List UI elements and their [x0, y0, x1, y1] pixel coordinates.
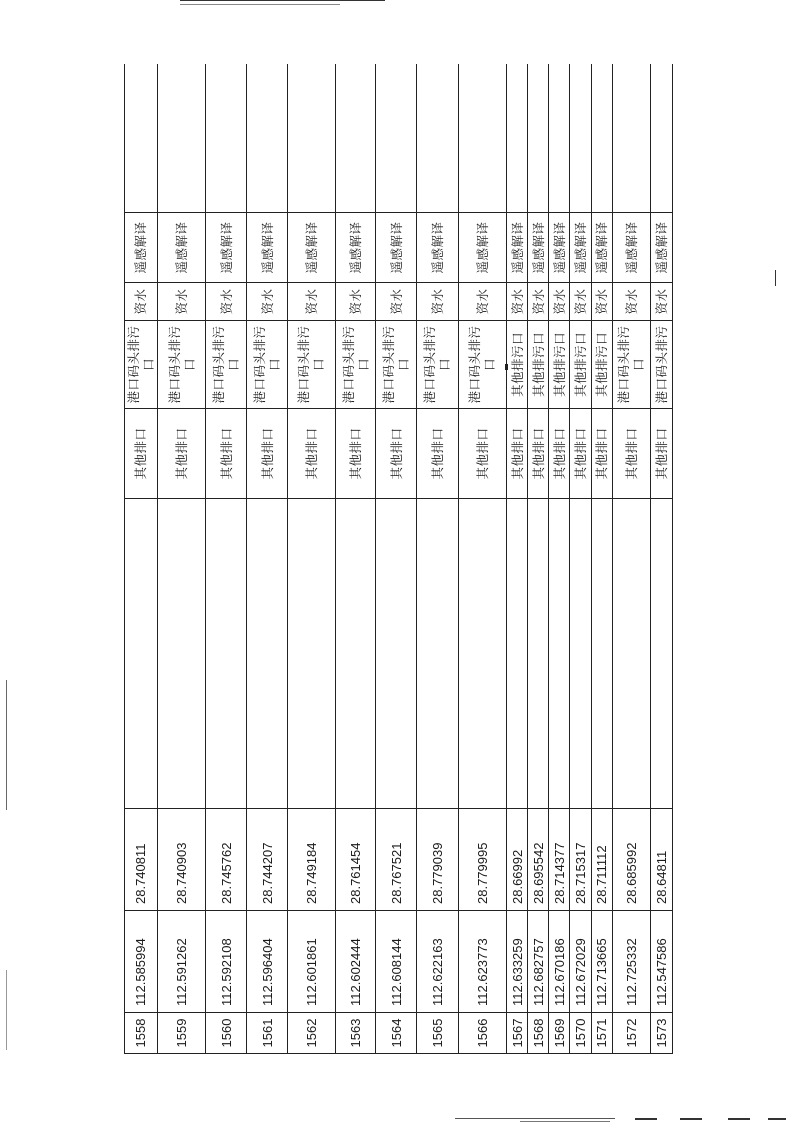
cell-method: 遥感解译	[125, 213, 158, 283]
cell-id: 1559	[157, 1013, 206, 1054]
cell-latitude: 28.740811	[125, 809, 158, 911]
cell-blank	[157, 499, 206, 809]
cell-outlet-subtype: 港口码头排污口	[206, 321, 247, 409]
cell-method: 遥感解译	[417, 213, 458, 283]
cell-longitude: 112.602444	[336, 911, 376, 1013]
cell-outlet-type: 其他排口	[206, 409, 247, 499]
cell-method: 遥感解译	[507, 213, 528, 283]
cell-outlet-type: 其他排口	[376, 409, 417, 499]
cell-method: 遥感解译	[591, 213, 612, 283]
cell-receiving-water: 资水	[570, 283, 591, 321]
cell-note	[528, 64, 549, 213]
cell-method: 遥感解译	[206, 213, 247, 283]
scan-bottom-dash	[768, 1118, 786, 1120]
cell-outlet-subtype: 港口码头排污口	[612, 321, 650, 409]
cell-id: 1568	[528, 1013, 549, 1054]
cell-note	[376, 64, 417, 213]
cell-latitude: 28.749184	[287, 809, 336, 911]
cell-latitude: 28.744207	[247, 809, 287, 911]
cell-latitude: 28.745762	[206, 809, 247, 911]
cell-outlet-subtype: 港口码头排污口	[247, 321, 287, 409]
cell-receiving-water: 资水	[528, 283, 549, 321]
cell-note	[157, 64, 206, 213]
cell-outlet-type: 其他排口	[417, 409, 458, 499]
cell-blank	[591, 499, 612, 809]
cell-latitude: 28.761454	[336, 809, 376, 911]
table-row	[612, 64, 650, 1054]
cell-outlet-subtype: 港口码头排污	[650, 321, 672, 409]
cell-method: 遥感解译	[612, 213, 650, 283]
cell-receiving-water: 资水	[507, 283, 528, 321]
cell-blank	[206, 499, 247, 809]
cell-longitude: 112.601861	[287, 911, 336, 1013]
cell-outlet-subtype: 港口码头排污口	[125, 321, 158, 409]
scan-border-line	[180, 0, 385, 1]
cell-id: 1567	[507, 1013, 528, 1054]
scan-bottom-dash	[680, 1118, 702, 1120]
cell-blank	[650, 499, 672, 809]
cell-longitude: 112.547586	[650, 911, 672, 1013]
table-row	[287, 64, 336, 1054]
table-row	[528, 64, 549, 1054]
cell-blank	[336, 499, 376, 809]
scan-margin-line	[775, 270, 776, 286]
sewage-outlet-table	[124, 64, 673, 1054]
table-row	[417, 64, 458, 1054]
cell-latitude: 28.767521	[376, 809, 417, 911]
cell-blank	[125, 499, 158, 809]
table-row	[206, 64, 247, 1054]
cell-method: 遥感解译	[336, 213, 376, 283]
cell-blank	[417, 499, 458, 809]
cell-latitude: 28.779995	[458, 809, 507, 911]
cell-id: 1566	[458, 1013, 507, 1054]
cell-receiving-water: 资水	[157, 283, 206, 321]
cell-latitude: 28.715317	[570, 809, 591, 911]
cell-latitude: 28.64811	[650, 809, 672, 911]
cell-method: 遥感解译	[570, 213, 591, 283]
cell-outlet-subtype: 其他排污口	[528, 321, 549, 409]
cell-blank	[507, 499, 528, 809]
cell-outlet-type: 其他排口	[336, 409, 376, 499]
cell-method: 遥感解译	[157, 213, 206, 283]
rotated-table-stage	[124, 64, 673, 1054]
scan-bottom-dash	[520, 1121, 610, 1122]
cell-note	[125, 64, 158, 213]
cell-note	[458, 64, 507, 213]
cell-longitude: 112.623773	[458, 911, 507, 1013]
cell-receiving-water: 资水	[458, 283, 507, 321]
cell-blank	[247, 499, 287, 809]
cell-receiving-water: 资水	[336, 283, 376, 321]
cell-latitude: 28.779039	[417, 809, 458, 911]
table-row	[125, 64, 158, 1054]
cell-id: 1560	[206, 1013, 247, 1054]
cell-blank	[612, 499, 650, 809]
cell-outlet-type: 其他排口	[287, 409, 336, 499]
scan-bottom-dash	[635, 1118, 657, 1120]
cell-outlet-subtype: 其他排污口	[570, 321, 591, 409]
cell-method: 遥感解译	[287, 213, 336, 283]
cell-outlet-subtype: 其他排污口	[591, 321, 612, 409]
cell-note	[206, 64, 247, 213]
table-row	[376, 64, 417, 1054]
table-row	[549, 64, 570, 1054]
cell-id: 1564	[376, 1013, 417, 1054]
scan-margin-line	[6, 680, 7, 810]
cell-longitude: 112.608144	[376, 911, 417, 1013]
cell-outlet-type: 其他排口	[157, 409, 206, 499]
table-row	[458, 64, 507, 1054]
cell-outlet-type: 其他排口	[591, 409, 612, 499]
cell-longitude: 112.670186	[549, 911, 570, 1013]
table-row	[650, 64, 672, 1054]
cell-note	[287, 64, 336, 213]
cell-outlet-type: 其他排口	[549, 409, 570, 499]
table-row	[570, 64, 591, 1054]
cell-method: 遥感解译	[247, 213, 287, 283]
cell-method: 遥感解译	[549, 213, 570, 283]
cell-blank	[376, 499, 417, 809]
cell-longitude: 112.596404	[247, 911, 287, 1013]
cell-blank	[458, 499, 507, 809]
cell-receiving-water: 资水	[650, 283, 672, 321]
cell-id: 1571	[591, 1013, 612, 1054]
cell-id: 1569	[549, 1013, 570, 1054]
cell-outlet-type: 其他排口	[528, 409, 549, 499]
table-row	[591, 64, 612, 1054]
cell-id: 1572	[612, 1013, 650, 1054]
cell-note	[591, 64, 612, 213]
cell-longitude: 112.682757	[528, 911, 549, 1013]
cell-note	[612, 64, 650, 213]
cell-note	[336, 64, 376, 213]
cell-longitude: 112.592108	[206, 911, 247, 1013]
cell-outlet-type: 其他排口	[458, 409, 507, 499]
cell-id: 1561	[247, 1013, 287, 1054]
cell-note	[570, 64, 591, 213]
cell-longitude: 112.725332	[612, 911, 650, 1013]
cell-outlet-type: 其他排口	[125, 409, 158, 499]
cell-id: 1563	[336, 1013, 376, 1054]
cell-id: 1558	[125, 1013, 158, 1054]
cell-latitude: 28.695542	[528, 809, 549, 911]
cell-method: 遥感解译	[650, 213, 672, 283]
cell-longitude: 112.591262	[157, 911, 206, 1013]
cell-blank	[570, 499, 591, 809]
cell-outlet-type: 其他排口	[570, 409, 591, 499]
cell-note	[549, 64, 570, 213]
cell-outlet-type: 其他排口	[247, 409, 287, 499]
scan-margin-line	[6, 970, 7, 1050]
table-row	[157, 64, 206, 1054]
cell-note	[650, 64, 672, 213]
cell-blank	[528, 499, 549, 809]
cell-receiving-water: 资水	[206, 283, 247, 321]
cell-longitude: 112.713665	[591, 911, 612, 1013]
cell-id: 1570	[570, 1013, 591, 1054]
cell-blank	[549, 499, 570, 809]
cell-receiving-water: 资水	[549, 283, 570, 321]
cell-outlet-subtype: 其他排污口	[549, 321, 570, 409]
cell-outlet-subtype: 港口码头排污口	[458, 321, 507, 409]
cell-outlet-subtype: 港口码头排污口	[376, 321, 417, 409]
cell-method: 遥感解译	[458, 213, 507, 283]
cell-receiving-water: 资水	[287, 283, 336, 321]
cell-latitude: 28.714377	[549, 809, 570, 911]
cell-id: 1562	[287, 1013, 336, 1054]
cell-note	[507, 64, 528, 213]
cell-method: 遥感解译	[376, 213, 417, 283]
cell-receiving-water: 资水	[125, 283, 158, 321]
cell-outlet-subtype: 港口码头排污口	[417, 321, 458, 409]
cell-latitude: 28.711112	[591, 809, 612, 911]
cell-receiving-water: 资水	[591, 283, 612, 321]
cell-outlet-type: 其他排口	[650, 409, 672, 499]
scan-bottom-dash	[455, 1118, 615, 1119]
cell-id: 1573	[650, 1013, 672, 1054]
table-body	[125, 64, 673, 1054]
cell-note	[417, 64, 458, 213]
cell-method: 遥感解译	[528, 213, 549, 283]
cell-longitude: 112.672029	[570, 911, 591, 1013]
cell-longitude: 112.585994	[125, 911, 158, 1013]
cell-outlet-type: 其他排口	[507, 409, 528, 499]
cell-receiving-water: 资水	[417, 283, 458, 321]
scan-border-line	[180, 4, 340, 5]
cell-receiving-water: 资水	[247, 283, 287, 321]
cell-latitude: 28.66992	[507, 809, 528, 911]
cell-outlet-subtype: 其他排污口	[507, 321, 528, 409]
table-row	[336, 64, 376, 1054]
cell-outlet-subtype: 港口码头排污口	[157, 321, 206, 409]
table-row	[247, 64, 287, 1054]
cell-receiving-water: 资水	[376, 283, 417, 321]
cell-outlet-subtype: 港口码头排污口	[336, 321, 376, 409]
cell-outlet-type: 其他排口	[612, 409, 650, 499]
cell-latitude: 28.685992	[612, 809, 650, 911]
cell-longitude: 112.622163	[417, 911, 458, 1013]
table-row	[507, 64, 528, 1054]
cell-blank	[287, 499, 336, 809]
cell-longitude: 112.633259	[507, 911, 528, 1013]
cell-note	[247, 64, 287, 213]
scan-bottom-dash	[728, 1118, 750, 1120]
cell-latitude: 28.740903	[157, 809, 206, 911]
cell-id: 1565	[417, 1013, 458, 1054]
cell-receiving-water: 资水	[612, 283, 650, 321]
cell-outlet-subtype: 港口码头排污口	[287, 321, 336, 409]
